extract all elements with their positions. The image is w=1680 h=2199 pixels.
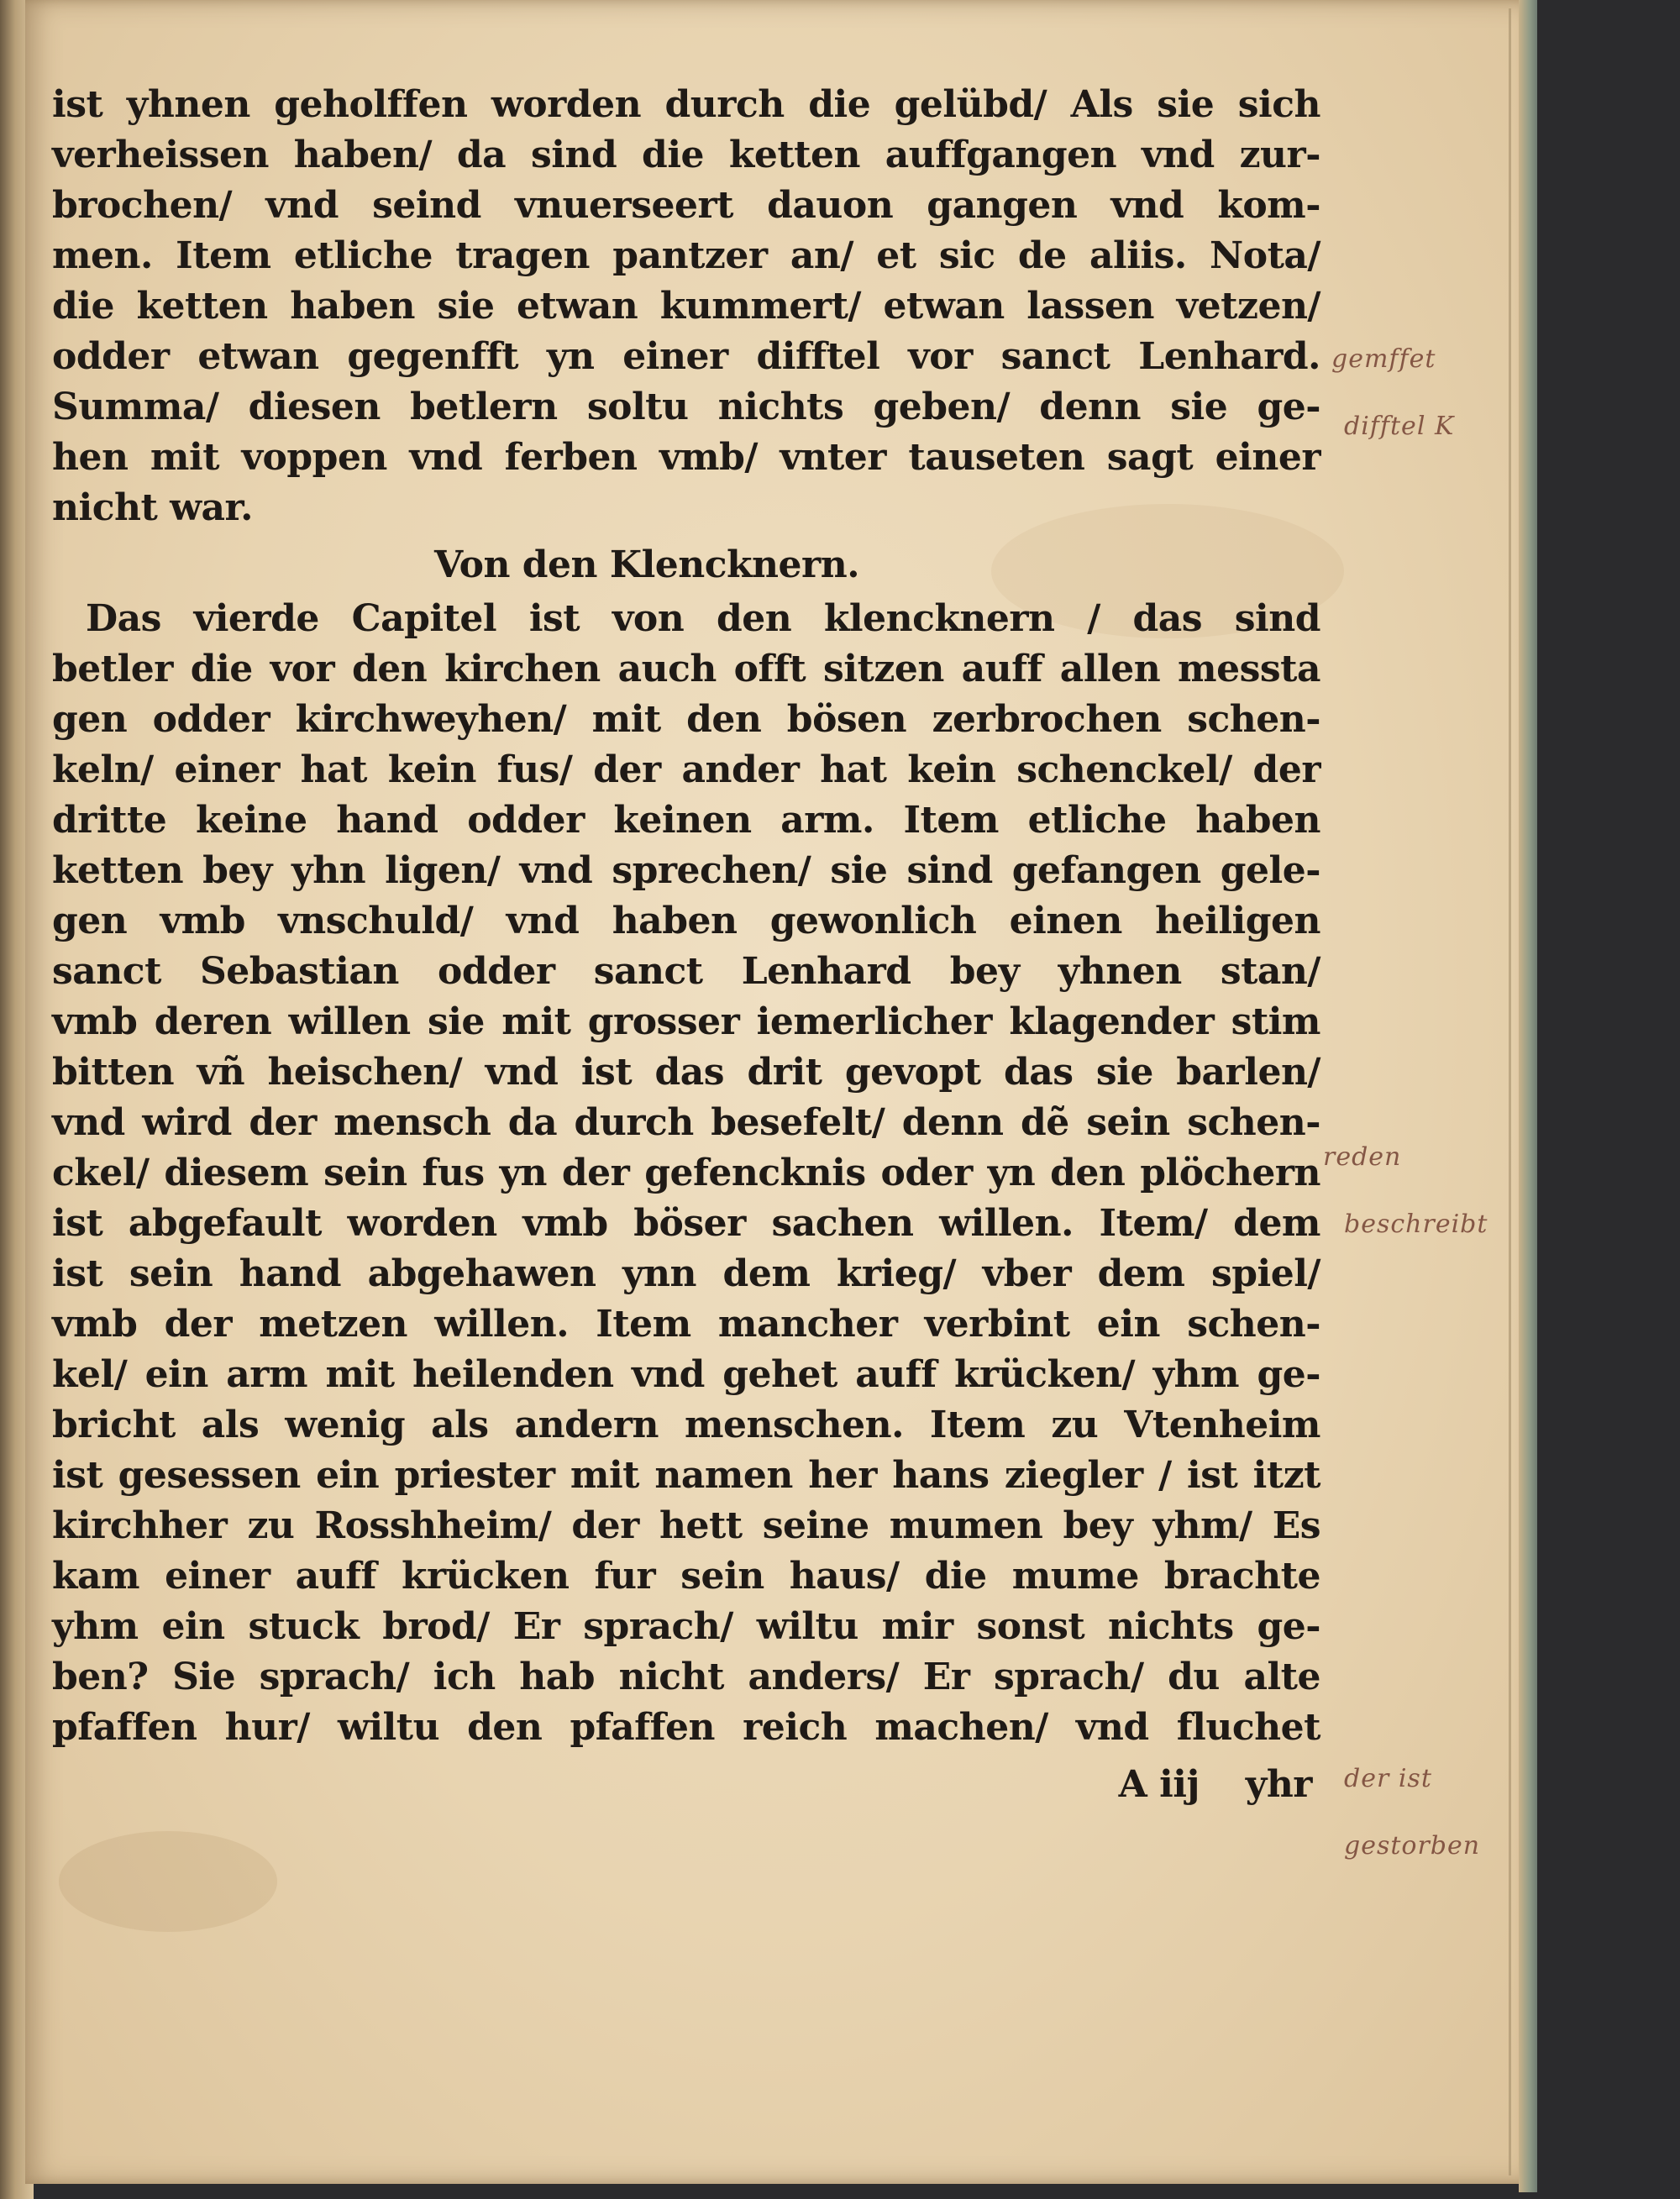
text-line: nicht war.	[52, 486, 253, 529]
text-line: bricht als wenig als andern menschen. Item zu Vtenheim	[52, 1404, 1320, 1446]
page-fore-edge	[1519, 0, 1537, 2192]
text-line: dritte keine hand odder keinen arm. Item etliche haben	[52, 799, 1320, 842]
text-line: kirchher zu Rosshheim/ der hett seine mumen bey yhm/ Es	[52, 1504, 1320, 1547]
page-edge-line	[1509, 8, 1511, 2175]
text-line: betler die vor den kirchen auch offt sitzen auff allen messta	[52, 648, 1320, 690]
text-line: verheissen haben/ da sind die ketten auffgangen vnd zur-	[52, 134, 1320, 176]
paper-stain	[59, 1831, 277, 1932]
text-line: vmb deren willen sie mit grosser iemerlicher klagender stim	[52, 1000, 1320, 1043]
text-line: Das vierde Capitel ist von den klencknern / das sind	[86, 597, 1320, 640]
text-line: hen mit voppen vnd ferben vmb/ vnter tauseten sagt einer	[52, 436, 1320, 479]
text-line: kam einer auff krücken fur sein haus/ die mume brachte	[52, 1555, 1320, 1598]
margin-note: beschreibt	[1344, 1210, 1488, 1239]
printed-text-block	[52, 80, 1320, 1810]
text-line: ist yhnen geholffen worden durch die gelübd/ Als sie sich	[52, 83, 1320, 126]
text-line: odder etwan gegenfft yn einer difftel vor sanct Lenhard.	[52, 335, 1320, 378]
text-line: ist sein hand abgehawen ynn dem krieg/ vber dem spiel/	[52, 1252, 1320, 1295]
text-line: yhm ein stuck brod/ Er sprach/ wiltu mir sonst nichts ge-	[52, 1605, 1320, 1648]
text-line: bitten vñ heischen/ vnd ist das drit gevopt das sie barlen/	[52, 1051, 1320, 1094]
text-line: vnd wird der mensch da durch besefelt/ denn dẽ sein schen-	[52, 1101, 1320, 1144]
text-line: sanct Sebastian odder sanct Lenhard bey yhnen stan/	[52, 950, 1320, 993]
catchword: yhr	[1245, 1763, 1312, 1806]
text-line: vmb der metzen willen. Item mancher verbint ein schen-	[52, 1303, 1320, 1346]
text-line: brochen/ vnd seind vnuerseert dauon gangen vnd kom-	[52, 184, 1320, 227]
text-line: gen vmb vnschuld/ vnd haben gewonlich einen heiligen	[52, 900, 1320, 942]
text-line: pfaffen hur/ wiltu den pfaffen reich machen/ vnd fluchet	[52, 1706, 1320, 1749]
signature-mark: A iij	[1118, 1763, 1200, 1806]
text-line: Summa/ diesen betlern soltu nichts geben/ denn sie ge-	[52, 386, 1320, 428]
text-line: keln/ einer hat kein fus/ der ander hat kein schenckel/ der	[52, 748, 1320, 791]
text-line: kel/ ein arm mit heilenden vnd gehet auff krücken/ yhm ge-	[52, 1353, 1320, 1396]
text-line: ben? Sie sprach/ ich hab nicht anders/ Er sprach/ du alte	[52, 1656, 1320, 1698]
text-line: men. Item etliche tragen pantzer an/ et sic de aliis. Nota/	[52, 234, 1320, 277]
margin-note: difftel K	[1344, 412, 1455, 441]
signature-catchword-line	[52, 1760, 1320, 1810]
text-line: gen odder kirchweyhen/ mit den bösen zerbrochen schen-	[52, 698, 1320, 741]
text-line: die ketten haben sie etwan kummert/ etwan lassen vetzen/	[52, 285, 1320, 328]
margin-note: gestorben	[1344, 1831, 1481, 1860]
margin-note: reden	[1323, 1142, 1402, 1172]
margin-note: der ist	[1344, 1764, 1432, 1793]
text-line: ist gesessen ein priester mit namen her hans ziegler / ist itzt	[52, 1454, 1320, 1497]
text-line: ketten bey yhn ligen/ vnd sprechen/ sie sind gefangen gele-	[52, 849, 1320, 892]
text-line: ist abgefault worden vmb böser sachen willen. Item/ dem	[52, 1202, 1320, 1245]
section-heading: Von den Klencknern.	[434, 543, 860, 586]
margin-note: gemffet	[1331, 344, 1436, 374]
text-line: ckel/ diesem sein fus yn der gefencknis oder yn den plöchern	[52, 1152, 1320, 1194]
